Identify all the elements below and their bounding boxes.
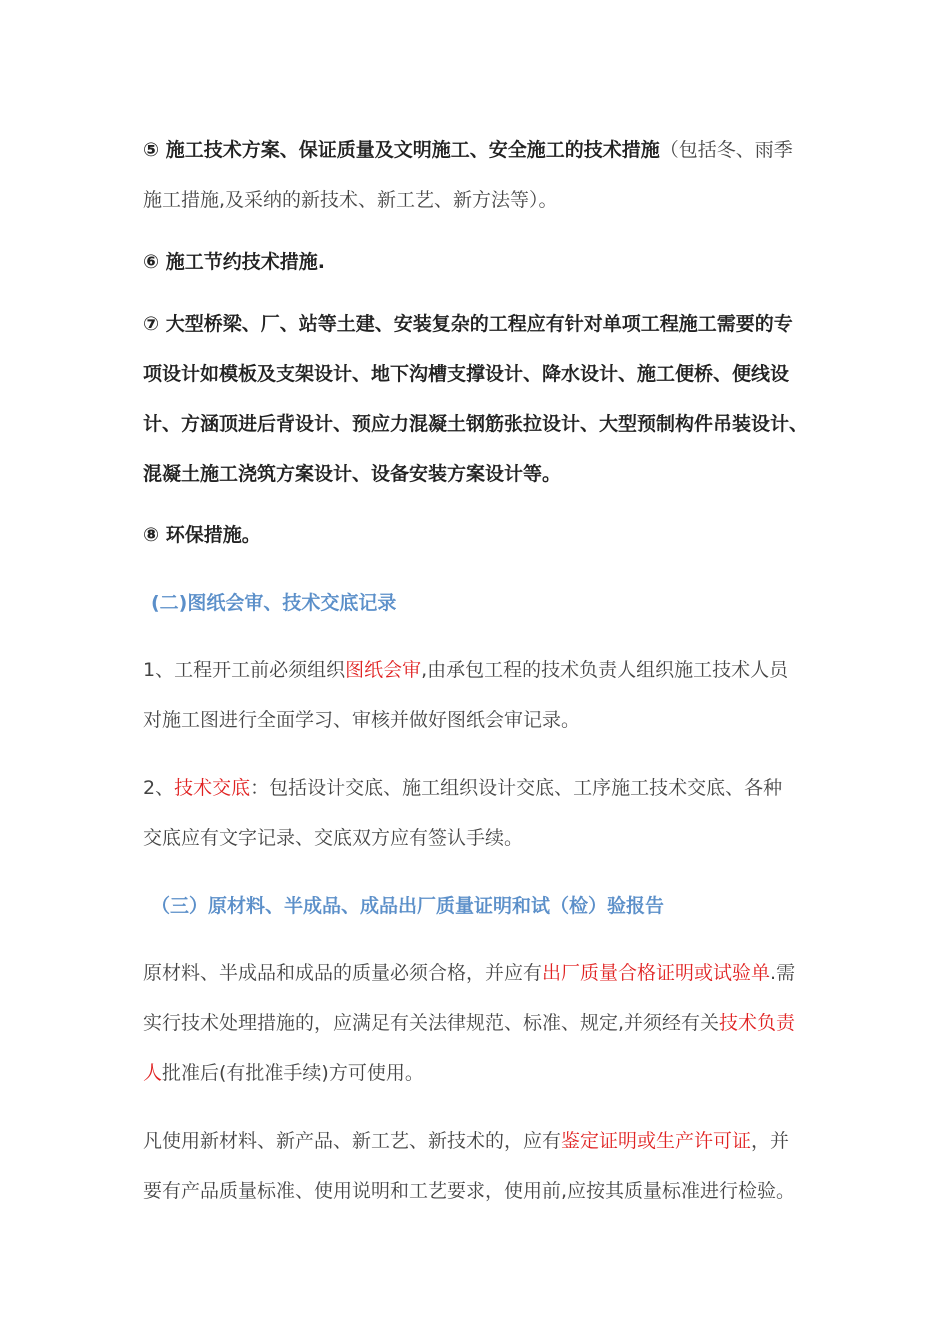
highlight-text: 人 — [143, 1062, 163, 1084]
section-2-heading: (二)图纸会审、技术交底记录 — [151, 592, 397, 614]
text-segment: 批准后(有批准手续)方可使用。 — [162, 1062, 424, 1084]
section-2-p1-line-1 — [143, 656, 788, 684]
item-5-bold-text: ⑤ 施工技术方案、保证质量及文明施工、安全施工的技术措施 — [143, 139, 660, 161]
item-6: ⑥ 施工节约技术措施. — [143, 251, 325, 273]
highlight-text: 图纸会审 — [345, 659, 422, 681]
text-segment: .需 — [770, 962, 796, 984]
highlight-text: 技术交底 — [174, 777, 251, 799]
section-3-heading: （三）原材料、半成品、成品出厂质量证明和试（检）验报告 — [151, 895, 665, 917]
text-segment: ：包括设计交底、施工组织设计交底、工序施工技术交底、各种 — [250, 777, 783, 799]
section-3-p1-line-2 — [143, 1009, 795, 1037]
highlight-text: 鉴定证明或生产许可证 — [561, 1130, 752, 1152]
text-segment: ，并 — [751, 1130, 790, 1152]
item-5-line-2: 施工措施,及采纳的新技术、新工艺、新方法等）。 — [143, 189, 558, 211]
section-2-p2-line-1 — [143, 774, 782, 802]
item-5-normal-text: （包括冬、雨季 — [659, 139, 793, 161]
item-7-line-1: ⑦ 大型桥梁、厂、站等土建、安装复杂的工程应有针对单项工程施工需要的专 — [143, 313, 793, 335]
highlight-text: 出厂质量合格证明或试验单 — [542, 962, 771, 984]
text-segment: 实行技术处理措施的，应满足有关法律规范、标准、规定,并须经有关 — [143, 1012, 720, 1034]
item-7-line-3: 计、方涵顶进后背设计、预应力混凝土钢筋张拉设计、大型预制构件吊装设计、 — [143, 413, 809, 435]
section-2-p1-line-2: 对施工图进行全面学习、审核并做好图纸会审记录。 — [143, 709, 581, 731]
highlight-text: 技术负责 — [719, 1012, 796, 1034]
text-segment: ,由承包工程的技术负责人组织施工技术人员 — [421, 659, 789, 681]
section-2-p2-line-2: 交底应有文字记录、交底双方应有签认手续。 — [143, 827, 524, 849]
section-3-p1-line-3 — [143, 1059, 424, 1087]
section-3-p2-line-1 — [143, 1127, 789, 1155]
item-5-line-1 — [143, 136, 793, 164]
text-segment: 2、 — [143, 777, 175, 799]
text-segment: 凡使用新材料、新产品、新工艺、新技术的，应有 — [143, 1130, 562, 1152]
text-segment: 原材料、半成品和成品的质量必须合格，并应有 — [143, 962, 543, 984]
section-3-p2-line-2: 要有产品质量标准、使用说明和工艺要求，使用前,应按其质量标准进行检验。 — [143, 1180, 796, 1202]
item-7-line-4: 混凝土施工浇筑方案设计、设备安装方案设计等。 — [143, 463, 562, 485]
item-7-line-2: 项设计如模板及支架设计、地下沟槽支撑设计、降水设计、施工便桥、便线设 — [143, 363, 790, 385]
section-3-p1-line-1 — [143, 959, 795, 987]
text-segment: 1、工程开工前必须组织 — [143, 659, 346, 681]
item-8: ⑧ 环保措施。 — [143, 524, 261, 546]
